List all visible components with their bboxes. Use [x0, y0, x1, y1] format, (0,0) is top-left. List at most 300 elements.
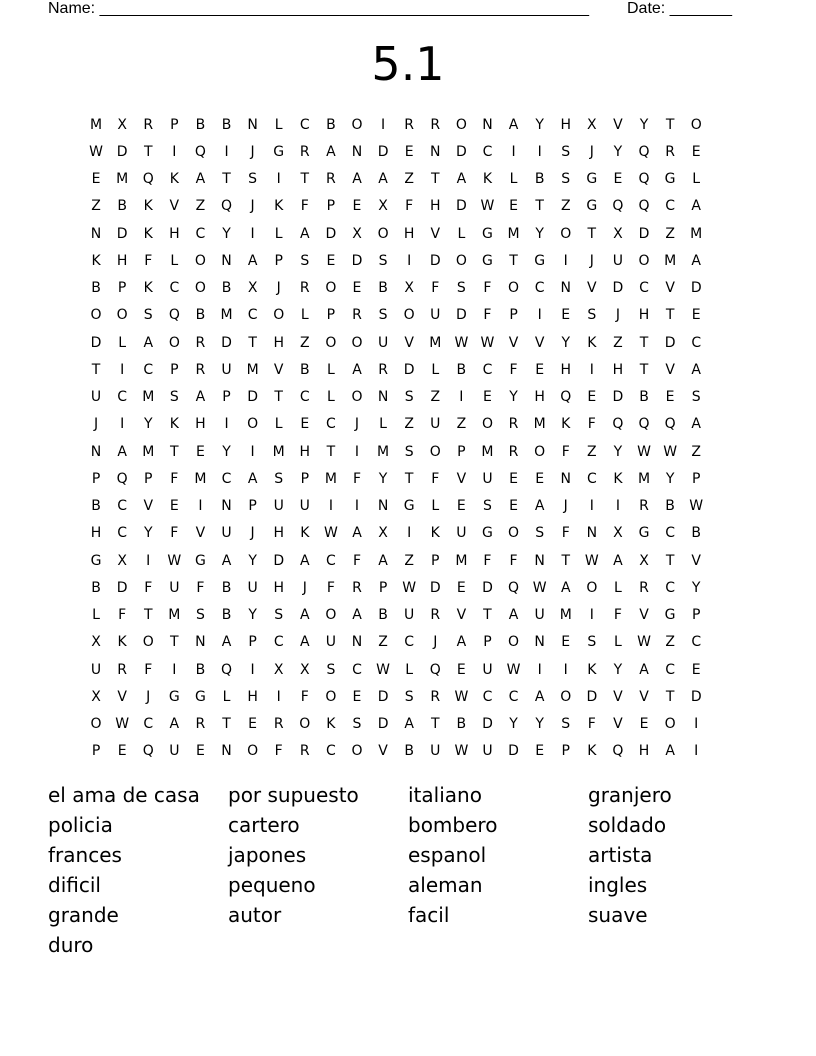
grid-cell: K	[274, 198, 284, 215]
word-list-item: suave	[588, 903, 648, 927]
grid-cell: O	[247, 743, 259, 760]
grid-cell: D	[273, 552, 285, 569]
grid-cell: G	[90, 552, 102, 569]
grid-cell: Z	[300, 334, 310, 351]
word-list-item: el ama de casa	[48, 783, 200, 807]
grid-cell: A	[352, 361, 362, 378]
grid-cell: F	[587, 716, 596, 733]
grid-cell: V	[456, 607, 467, 624]
grid-cell: V	[143, 498, 154, 515]
grid-cell: C	[326, 552, 336, 569]
grid-cell: T	[665, 552, 675, 569]
grid-cell: U	[247, 579, 258, 596]
grid-cell: A	[691, 416, 701, 433]
grid-cell: I	[563, 252, 568, 269]
grid-cell: C	[665, 525, 675, 542]
grid-cell: N	[351, 634, 363, 651]
grid-cell: R	[117, 661, 127, 678]
grid-cell: W	[454, 688, 469, 705]
grid-cell: K	[587, 334, 597, 351]
grid-cell: R	[299, 143, 310, 160]
grid-cell: B	[665, 498, 675, 515]
grid-cell: A	[195, 389, 206, 406]
grid-cell: M	[246, 361, 259, 378]
grid-cell: O	[351, 743, 363, 760]
grid-cell: I	[511, 143, 516, 160]
grid-cell: U	[404, 607, 415, 624]
grid-cell: C	[691, 334, 702, 351]
grid-cell: D	[325, 225, 337, 242]
word-list-item: granjero	[588, 783, 672, 807]
grid-cell: W	[323, 525, 338, 542]
grid-cell: F	[144, 661, 153, 678]
grid-cell: O	[351, 334, 363, 351]
grid-cell: T	[300, 171, 310, 188]
grid-cell: D	[482, 579, 493, 596]
grid-cell: C	[508, 688, 519, 705]
grid-cell: C	[586, 470, 597, 487]
grid-cell: E	[326, 252, 336, 269]
grid-cell: B	[221, 579, 232, 596]
grid-cell: G	[664, 607, 676, 624]
grid-cell: X	[352, 225, 362, 242]
grid-cell: R	[195, 361, 206, 378]
grid-cell: D	[455, 143, 467, 160]
grid-cell: Z	[404, 171, 414, 188]
grid-cell: C	[143, 716, 154, 733]
grid-cell: P	[483, 634, 492, 651]
grid-cell: V	[613, 716, 623, 733]
grid-cell: B	[195, 307, 206, 324]
grid-cell: H	[638, 743, 650, 760]
grid-cell: V	[195, 525, 206, 542]
grid-cell: L	[431, 361, 440, 378]
grid-cell: S	[326, 661, 336, 678]
grid-cell: D	[377, 143, 389, 160]
grid-cell: Q	[142, 743, 154, 760]
grid-cell: G	[403, 498, 415, 515]
grid-cell: Y	[613, 661, 623, 678]
grid-cell: K	[482, 171, 493, 188]
grid-cell: S	[300, 252, 310, 269]
grid-cell: C	[117, 389, 128, 406]
grid-cell: L	[326, 361, 335, 378]
grid-cell: N	[377, 389, 389, 406]
grid-cell: Z	[613, 334, 623, 351]
grid-cell: P	[222, 389, 231, 406]
grid-cell: U	[377, 334, 389, 351]
grid-cell: Y	[535, 716, 544, 733]
grid-cell: B	[117, 198, 127, 215]
grid-cell: O	[299, 716, 311, 733]
grid-cell: B	[221, 280, 232, 297]
grid-cell: N	[351, 143, 363, 160]
grid-cell: F	[170, 525, 179, 542]
grid-cell: V	[665, 361, 675, 378]
grid-cell: I	[276, 171, 281, 188]
grid-cell: I	[250, 225, 255, 242]
grid-cell: R	[299, 743, 310, 760]
grid-cell: D	[690, 688, 702, 705]
grid-cell: R	[404, 116, 415, 133]
word-list-item: japones	[228, 843, 307, 867]
grid-cell: S	[404, 443, 414, 460]
grid-cell: F	[352, 470, 362, 487]
grid-cell: T	[430, 716, 440, 733]
grid-cell: D	[221, 334, 232, 351]
grid-cell: P	[326, 307, 336, 324]
grid-cell: L	[222, 688, 231, 705]
grid-cell: R	[639, 498, 649, 515]
word-list-item: italiano	[408, 783, 482, 807]
grid-cell: H	[403, 225, 415, 242]
grid-cell: W	[689, 498, 704, 515]
grid-cell: N	[560, 280, 571, 297]
grid-cell: C	[299, 389, 310, 406]
grid-cell: T	[665, 307, 675, 324]
grid-cell: H	[560, 361, 571, 378]
grid-cell: Q	[508, 579, 520, 596]
grid-cell: I	[250, 443, 255, 460]
grid-cell: U	[482, 470, 493, 487]
grid-cell: R	[299, 280, 310, 297]
grid-cell: T	[274, 389, 283, 406]
grid-cell: W	[402, 579, 417, 596]
grid-cell: I	[198, 498, 203, 515]
grid-cell: I	[172, 661, 177, 678]
grid-cell: Q	[638, 198, 650, 215]
grid-cell: T	[170, 443, 179, 460]
grid-cell: P	[117, 280, 127, 297]
grid-cell: W	[454, 743, 469, 760]
grid-cell: J	[276, 280, 281, 297]
grid-cell: Z	[587, 443, 597, 460]
grid-cell: W	[637, 634, 651, 651]
grid-cell: F	[300, 198, 309, 215]
grid-cell: H	[247, 688, 258, 705]
grid-cell: B	[195, 116, 206, 133]
grid-cell: U	[299, 498, 310, 515]
grid-cell: D	[403, 361, 415, 378]
grid-cell: M	[690, 225, 703, 242]
grid-cell: E	[352, 280, 362, 297]
grid-cell: B	[91, 280, 101, 297]
grid-cell: T	[404, 470, 414, 487]
grid-cell: D	[429, 252, 441, 269]
grid-cell: G	[273, 143, 285, 160]
grid-cell: E	[613, 171, 623, 188]
grid-cell: V	[639, 688, 649, 705]
grid-cell: Z	[456, 416, 467, 433]
grid-cell: P	[248, 498, 257, 515]
grid-cell: K	[91, 252, 101, 269]
grid-cell: U	[90, 661, 102, 678]
grid-cell: T	[222, 171, 231, 188]
grid-cell: I	[276, 688, 281, 705]
grid-cell: Q	[560, 389, 572, 406]
grid-cell: S	[404, 688, 414, 705]
grid-cell: O	[403, 307, 415, 324]
grid-cell: Y	[509, 389, 518, 406]
grid-cell: O	[534, 443, 546, 460]
grid-cell: J	[93, 416, 99, 433]
grid-cell: U	[430, 743, 441, 760]
grid-cell: O	[508, 634, 520, 651]
grid-cell: U	[90, 389, 102, 406]
grid-cell: N	[377, 498, 389, 515]
grid-cell: Y	[535, 225, 544, 242]
grid-cell: O	[638, 252, 650, 269]
grid-cell: N	[430, 143, 441, 160]
grid-cell: K	[169, 171, 179, 188]
grid-cell: R	[378, 361, 388, 378]
grid-cell: D	[116, 225, 128, 242]
grid-cell: C	[143, 361, 154, 378]
grid-cell: S	[169, 389, 179, 406]
grid-cell: D	[612, 280, 624, 297]
grid-cell: Y	[222, 443, 231, 460]
grid-cell: U	[534, 607, 545, 624]
grid-cell: V	[534, 334, 545, 351]
grid-cell: Q	[638, 416, 650, 433]
grid-cell: W	[663, 443, 678, 460]
grid-cell: W	[532, 579, 547, 596]
word-list-item: artista	[588, 843, 653, 867]
grid-cell: A	[560, 579, 571, 596]
grid-cell: B	[91, 498, 101, 515]
grid-cell: L	[118, 334, 127, 351]
grid-cell: H	[273, 579, 284, 596]
grid-cell: T	[248, 334, 257, 351]
grid-cell: H	[430, 198, 441, 215]
grid-cell: I	[537, 307, 542, 324]
grid-cell: L	[405, 661, 414, 678]
grid-cell: B	[221, 607, 232, 624]
grid-cell: W	[89, 143, 103, 160]
grid-cell: T	[587, 225, 597, 242]
grid-cell: H	[299, 443, 311, 460]
grid-cell: S	[561, 171, 571, 188]
grid-cell: L	[457, 225, 466, 242]
grid-cell: V	[691, 552, 701, 569]
grid-cell: X	[300, 661, 310, 678]
grid-cell: S	[378, 307, 388, 324]
grid-cell: M	[481, 443, 494, 460]
grid-cell: B	[456, 716, 467, 733]
grid-cell: I	[589, 498, 594, 515]
grid-cell: P	[91, 470, 101, 487]
grid-cell: N	[90, 443, 102, 460]
grid-cell: N	[90, 225, 102, 242]
grid-cell: G	[638, 525, 650, 542]
grid-cell: I	[694, 743, 699, 760]
grid-cell: Y	[691, 579, 701, 596]
grid-cell: A	[247, 470, 258, 487]
grid-cell: U	[169, 743, 180, 760]
grid-cell: K	[613, 470, 623, 487]
grid-cell: Y	[561, 334, 571, 351]
grid-cell: K	[587, 661, 597, 678]
grid-cell: C	[665, 661, 675, 678]
grid-cell: O	[142, 634, 154, 651]
grid-cell: M	[116, 171, 129, 188]
grid-cell: J	[563, 498, 568, 515]
grid-cell: U	[430, 416, 441, 433]
grid-cell: C	[117, 498, 128, 515]
grid-cell: I	[563, 661, 568, 678]
grid-cell: I	[407, 252, 412, 269]
grid-cell: A	[326, 143, 336, 160]
word-list-item: policia	[48, 813, 113, 837]
grid-cell: O	[325, 688, 337, 705]
grid-cell: A	[352, 171, 362, 188]
grid-cell: M	[559, 607, 572, 624]
grid-cell: L	[431, 498, 440, 515]
word-list-item: ingles	[588, 873, 648, 897]
grid-cell: Y	[143, 416, 153, 433]
grid-cell: G	[482, 225, 493, 242]
grid-cell: A	[534, 688, 545, 705]
grid-cell: A	[221, 634, 232, 651]
grid-cell: B	[404, 743, 414, 760]
grid-cell: T	[222, 716, 231, 733]
grid-cell: C	[534, 280, 545, 297]
grid-cell: I	[381, 116, 386, 133]
grid-cell: Q	[168, 307, 180, 324]
grid-cell: T	[639, 361, 649, 378]
grid-cell: U	[482, 661, 493, 678]
grid-cell: A	[404, 716, 414, 733]
grid-cell: A	[221, 552, 232, 569]
grid-cell: U	[273, 498, 284, 515]
grid-cell: K	[587, 743, 597, 760]
grid-cell: D	[664, 334, 676, 351]
grid-cell: I	[172, 143, 177, 160]
grid-cell: A	[247, 252, 258, 269]
grid-cell: L	[509, 171, 518, 188]
grid-cell: C	[482, 688, 493, 705]
grid-cell: A	[691, 198, 701, 215]
grid-cell: I	[354, 498, 360, 515]
grid-cell: H	[560, 116, 571, 133]
grid-cell: F	[431, 470, 440, 487]
grid-cell: A	[300, 552, 310, 569]
grid-cell: L	[614, 634, 622, 651]
grid-cell: O	[508, 280, 520, 297]
grid-cell: Q	[142, 171, 154, 188]
grid-cell: C	[482, 361, 493, 378]
grid-cell: Y	[639, 116, 649, 133]
grid-cell: G	[194, 552, 206, 569]
grid-cell: V	[404, 334, 414, 351]
grid-cell: O	[194, 280, 206, 297]
word-list-item: aleman	[408, 873, 483, 897]
grid-cell: Z	[430, 389, 441, 406]
grid-cell: D	[455, 198, 467, 215]
grid-cell: E	[561, 307, 571, 324]
grid-cell: F	[483, 552, 492, 569]
grid-cell: J	[433, 634, 438, 651]
grid-cell: C	[639, 280, 649, 297]
grid-cell: K	[143, 198, 153, 215]
grid-cell: C	[273, 634, 284, 651]
grid-cell: W	[584, 552, 599, 569]
grid-cell: M	[168, 607, 181, 624]
grid-cell: N	[221, 743, 232, 760]
grid-cell: Y	[222, 225, 231, 242]
grid-cell: I	[589, 607, 594, 624]
grid-cell: T	[639, 334, 649, 351]
grid-cell: D	[586, 688, 598, 705]
word-list-item: dificil	[48, 873, 101, 897]
grid-cell: A	[534, 498, 545, 515]
grid-cell: H	[169, 225, 180, 242]
grid-cell: J	[146, 688, 151, 705]
grid-cell: Z	[404, 416, 414, 433]
grid-cell: E	[665, 389, 675, 406]
grid-cell: W	[480, 198, 495, 215]
grid-cell: W	[115, 716, 130, 733]
grid-cell: L	[92, 607, 100, 624]
grid-cell: E	[691, 307, 701, 324]
grid-cell: M	[377, 443, 390, 460]
grid-cell: Y	[248, 552, 257, 569]
grid-cell: N	[247, 116, 258, 133]
grid-cell: A	[508, 116, 519, 133]
grid-cell: E	[456, 498, 466, 515]
grid-cell: O	[116, 307, 128, 324]
grid-cell: E	[535, 743, 545, 760]
grid-cell: P	[144, 470, 153, 487]
grid-cell: F	[144, 252, 153, 269]
grid-cell: B	[195, 661, 206, 678]
grid-cell: O	[168, 334, 180, 351]
grid-cell: E	[587, 389, 597, 406]
grid-cell: Q	[221, 198, 233, 215]
grid-cell: U	[325, 634, 337, 651]
grid-cell: F	[561, 525, 570, 542]
word-list-item: espanol	[408, 843, 487, 867]
grid-cell: P	[326, 198, 336, 215]
grid-cell: G	[168, 688, 180, 705]
grid-cell: T	[483, 607, 492, 624]
grid-cell: T	[535, 198, 544, 215]
grid-cell: T	[430, 171, 440, 188]
grid-cell: A	[143, 334, 154, 351]
grid-cell: X	[587, 116, 597, 133]
grid-cell: F	[509, 552, 518, 569]
grid-cell: M	[142, 443, 155, 460]
grid-cell: A	[665, 743, 675, 760]
grid-cell: T	[561, 552, 571, 569]
grid-cell: P	[300, 470, 310, 487]
grid-cell: I	[537, 143, 542, 160]
grid-cell: N	[195, 634, 206, 651]
grid-cell: I	[120, 361, 125, 378]
grid-cell: G	[586, 171, 598, 188]
grid-cell: H	[534, 389, 545, 406]
grid-cell: A	[300, 225, 310, 242]
grid-cell: U	[430, 307, 441, 324]
grid-cell: G	[664, 171, 676, 188]
grid-cell: N	[560, 470, 571, 487]
grid-cell: A	[639, 661, 649, 678]
worksheet-header	[48, 0, 748, 20]
grid-cell: M	[142, 389, 155, 406]
grid-cell: C	[326, 416, 336, 433]
grid-cell: F	[196, 579, 205, 596]
word-list-item: por supuesto	[228, 783, 359, 807]
